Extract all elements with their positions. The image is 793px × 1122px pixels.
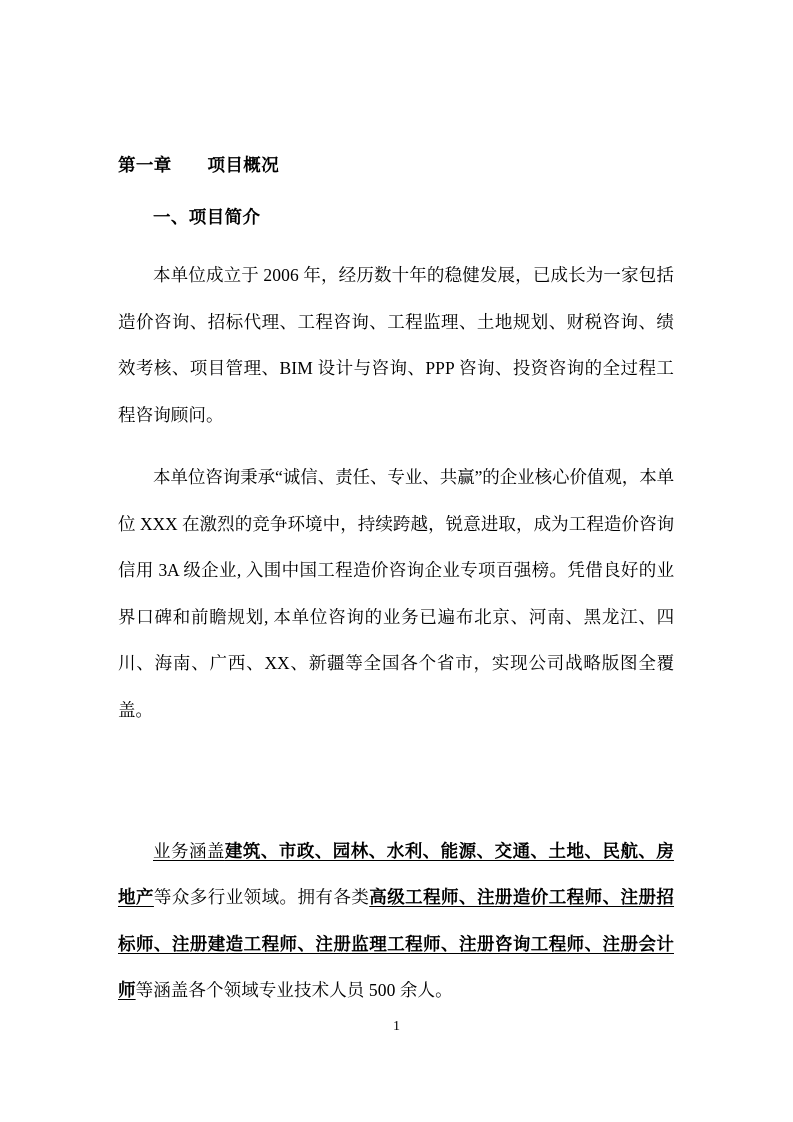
paragraph-core-values: 本单位咨询秉承“诚信、责任、专业、共赢”的企业核心价值观，本单位 XXX 在激烈的竞争环境中，持续跨越，锐意进取，成为工程造价咨询信用 3A 级企业, 入围中国工程造价咨询企业专项百强榜。凭借良好的业界口碑和前瞻规划, 本单位咨询的业务已遍布北京、河南、黑龙江、四川、海南、广西、XX、新疆等全国各个省市，实现公司战略版图全覆盖。 [118, 467, 674, 720]
run-plain-2: 等涵盖各个领域专业技术人员 500 余人。 [135, 980, 453, 1000]
run-lead-underline: 业务涵盖 [153, 840, 225, 861]
paragraph-spacer [118, 749, 674, 796]
paragraph-company-overview: 本单位成立于 2006 年，经历数十年的稳健发展，已成长为一家包括造价咨询、招标代理、工程咨询、工程监理、土地规划、财税咨询、绩效考核、项目管理、BIM 设计与咨询、PPP 咨询、投资咨询的全过程工程咨询顾问。 [118, 265, 674, 425]
page-number: 1 [393, 1019, 400, 1034]
section-heading: 一、项目简介 [153, 207, 261, 227]
paragraph-spacer-secondary [118, 796, 674, 828]
run-certifications-bold-underline: 高级工程师、注册造价工程师、注册招标师、注册建造工程师、注册监理工程师、注册咨询工程师、注册会计师 [118, 887, 675, 1000]
document-body [118, 150, 674, 1014]
run-industries-bold-underline: 建筑、市政、园林、水利、能源、交通、土地、民航、房地产 [118, 840, 675, 907]
paragraph-business-scope [118, 828, 674, 1014]
run-plain-1: 等众多行业领域。拥有各类 [153, 887, 370, 907]
chapter-heading: 第一章 项目概况 [118, 155, 280, 175]
